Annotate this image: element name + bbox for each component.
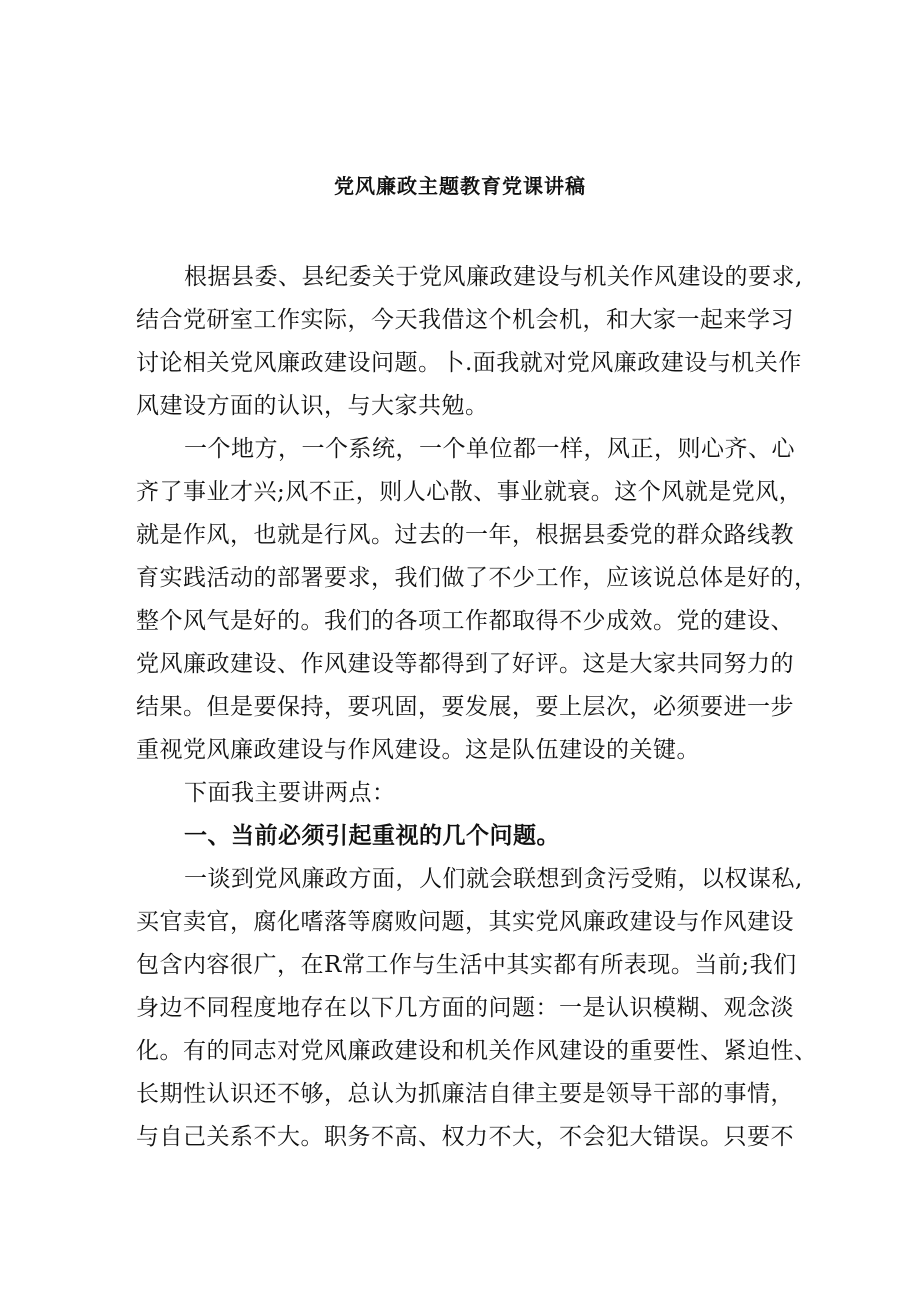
body-line: 风建设方面的认识，与大家共勉。: [136, 393, 489, 419]
body-line: 整个风气是好的。我们的各项工作都取得不少成效。党的建设、: [136, 608, 794, 634]
body-line: 党风廉政建设、作风建设等都得到了好评。这是大家共同努力的: [136, 651, 794, 677]
body-line: 与自己关系不大。职务不高、权力不大，不会犯大错误。只要不: [136, 1124, 794, 1150]
body-line: 买官卖官，腐化嗜落等腐败问题，其实党风廉政建设与作风建设: [136, 909, 794, 935]
body-line: 一个地方，一个系统，一个单位都一样，风正，则心齐、心: [184, 436, 795, 462]
body-line: 重视党风廉政建设与作风建设。这是队伍建设的关键。: [136, 737, 700, 763]
body-line: 一谈到党风廉政方面，人们就会联想到贪污受贿，以权谋私,: [184, 866, 803, 892]
document-title: 党风廉政主题教育党课讲稿: [334, 174, 586, 198]
body-line: 齐了事业才兴;风不正，则人心散、事业就衰。这个风就是党风，: [136, 479, 803, 505]
body-line: 根据县委、县纪委关于党风廉政建设与机关作风建设的要求,: [184, 264, 803, 290]
body-line: 化。有的同志对党风廉政建设和机关作风建设的重要性、紧迫性、: [136, 1038, 818, 1064]
body-line: 下面我主要讲两点：: [184, 780, 396, 806]
body-line: 结果。但是要保持，要巩固，要发展，要上层次，必须要进一步: [136, 694, 794, 720]
body-line: 育实践活动的部署要求，我们做了不少工作，应该说总体是好的，: [136, 565, 818, 591]
body-line: 包含内容很广，在R常工作与生活中其实都有所表现。当前;我们: [136, 952, 797, 978]
body-line: 结合党研室工作实际，今天我借这个机会机，和大家一起来学习: [136, 307, 794, 333]
body-line: 讨论相关党风廉政建设问题。卜.面我就对党风廉政建设与机关作: [136, 350, 802, 376]
body-line: 就是作风，也就是行风。过去的一年，根据县委党的群众路线教: [136, 522, 794, 548]
body-line: 长期性认识还不够，总认为抓廉洁自律主要是领导干部的事情，: [136, 1081, 794, 1107]
section-heading: 一、当前必须引起重视的几个问题。: [184, 822, 560, 849]
body-line: 身边不同程度地存在以下几方面的问题：一是认识模糊、观念淡: [136, 995, 794, 1021]
